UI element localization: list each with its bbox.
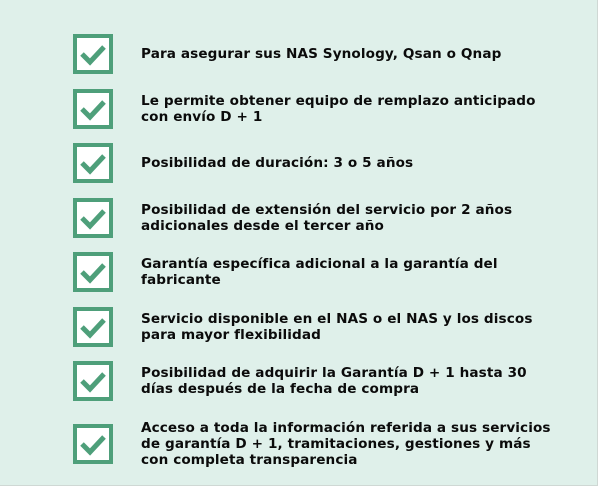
benefit-item bbox=[73, 416, 598, 472]
benefit-text bbox=[141, 46, 501, 62]
benefit-text-line: días después de la fecha de compra bbox=[141, 381, 420, 397]
benefit-text-line: Acceso a toda la información referida a sus servicios bbox=[141, 419, 551, 436]
benefit-item bbox=[73, 34, 598, 74]
benefit-item bbox=[73, 361, 598, 401]
benefit-text-line: Posibilidad de extensión del servicio por 2 años bbox=[141, 201, 513, 218]
benefit-text-line: Le permite obtener equipo de remplazo anticipado bbox=[141, 92, 536, 109]
check-icon bbox=[73, 307, 113, 347]
benefit-text bbox=[141, 256, 498, 288]
benefit-text-line: Posibilidad de duración: 3 o 5 años bbox=[141, 155, 414, 171]
benefit-text-line: con envío D + 1 bbox=[141, 108, 263, 125]
benefit-text bbox=[141, 155, 413, 171]
check-icon bbox=[73, 143, 113, 183]
benefit-text-line: para mayor flexibilidad bbox=[141, 326, 321, 343]
benefit-item bbox=[73, 198, 598, 238]
benefits-list bbox=[73, 34, 598, 472]
benefit-text-line: Posibilidad de adquirir la Garantía D + 1 hasta 30 bbox=[141, 365, 527, 381]
benefit-text-line: fabricante bbox=[141, 272, 221, 288]
check-icon bbox=[73, 252, 113, 292]
benefit-text bbox=[141, 202, 512, 234]
benefit-text-line: de garantía D + 1, tramitaciones, gestiones y más bbox=[141, 435, 531, 452]
check-icon bbox=[73, 424, 113, 464]
benefit-text-line: Garantía específica adicional a la garantía del bbox=[141, 256, 498, 272]
benefit-text-line: adicionales desde el tercer año bbox=[141, 217, 384, 234]
check-icon bbox=[73, 34, 113, 74]
check-icon bbox=[73, 361, 113, 401]
benefit-text bbox=[141, 365, 527, 397]
benefit-item bbox=[73, 143, 598, 183]
benefit-text bbox=[141, 93, 536, 125]
benefit-text bbox=[141, 420, 551, 468]
benefit-text bbox=[141, 311, 533, 343]
check-icon bbox=[73, 198, 113, 238]
benefit-text-line: Servicio disponible en el NAS o el NAS y los discos bbox=[141, 310, 533, 327]
check-icon bbox=[73, 89, 113, 129]
benefit-item bbox=[73, 252, 598, 292]
benefit-item bbox=[73, 307, 598, 347]
benefit-text-line: con completa transparencia bbox=[141, 451, 358, 468]
benefit-text-line: Para asegurar sus NAS Synology, Qsan o Qnap bbox=[141, 46, 502, 62]
benefit-item bbox=[73, 89, 598, 129]
